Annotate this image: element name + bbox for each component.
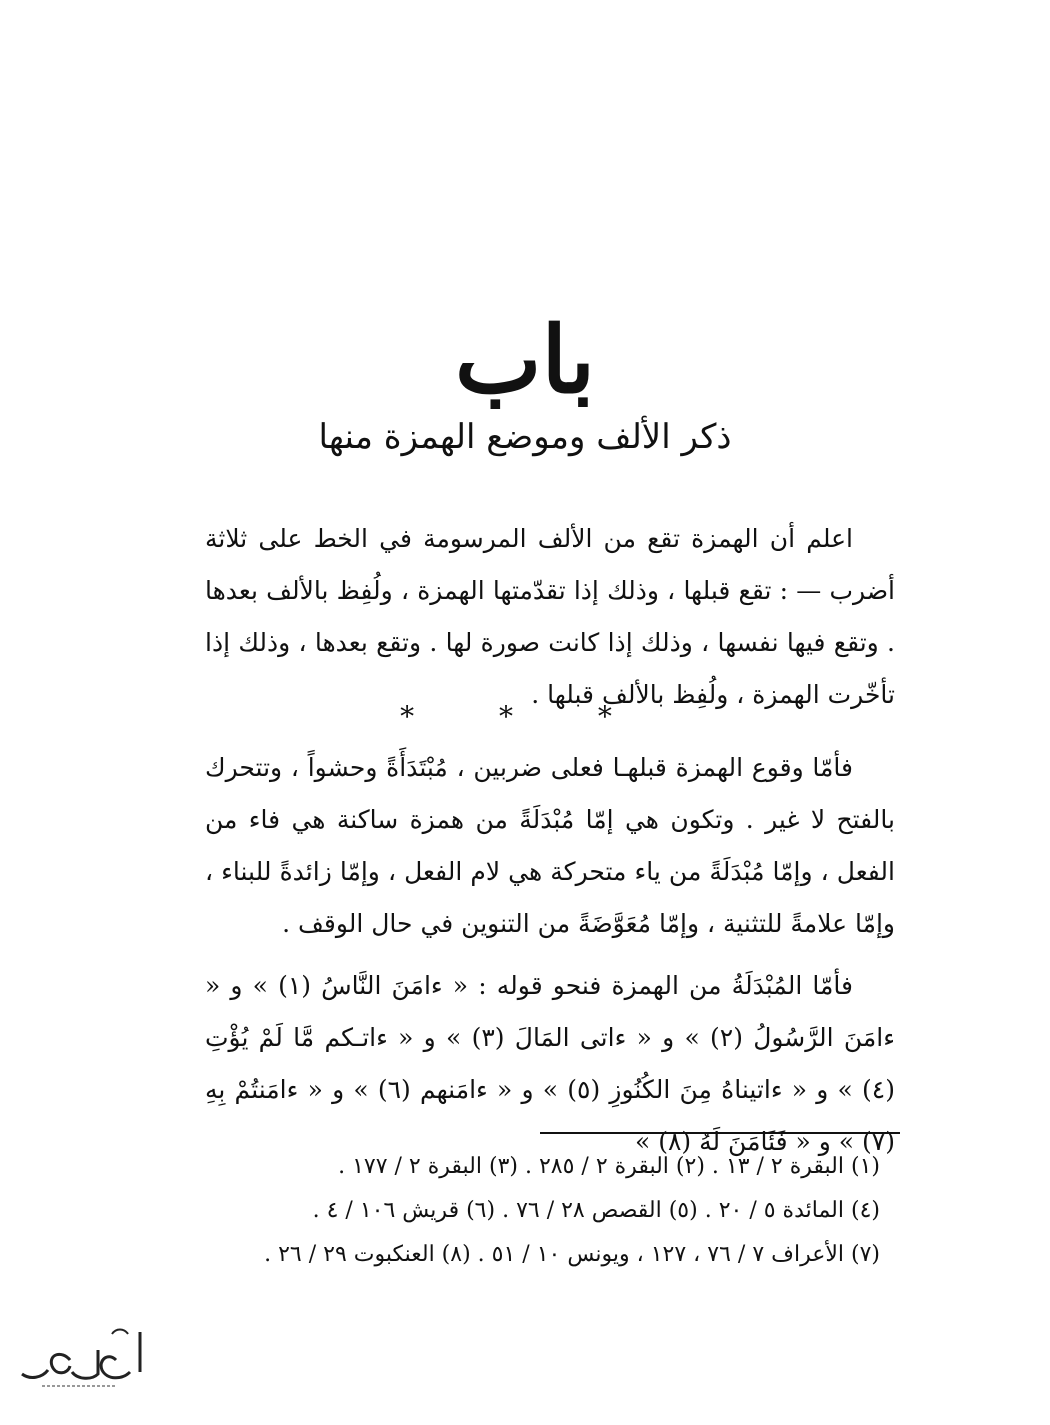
footnote-line-2: (٤) المائدة ٥ / ٢٠ . (٥) القصص ٢٨ / ٧٦ . (٦) قريش ١٠٦ / ٤ . [312,1198,880,1223]
section-separator: * * * [400,700,650,733]
chapter-subtitle: ذكر الألف وموضع الهمزة منها [318,417,732,457]
calligraphy-stamp-logo [12,1320,152,1400]
chapter-title: باب [454,306,596,414]
footnotes [230,1145,880,1277]
footnote-line-3: (٧) الأعراف ٧ / ٧٦ ، ١٢٧ ، ويونس ١٠ / ٥١ . (٨) العنكبوت ٢٩ / ٢٦ . [264,1242,880,1267]
body-paragraph-1: اعلم أن الهمزة تقع من الألف المرسومة في الخط على ثلاثة أضرب — : تقع قبلها ، وذلك إذا تقدّمتها الهمزة ، ولُفِظ بالألف بعدها . وتقع فيها نفسها ، وذلك إذا كانت صورة لها . وتقع بعدها ، وذلك إذا تأخّرت الهمزة ، ولُفِظ بالألف قبلها . [205,524,895,709]
footnote-divider [540,1132,900,1134]
footnote-line-1: (١) البقرة ٢ / ١٣ . (٢) البقرة ٢ / ٢٨٥ . (٣) البقرة ٢ / ١٧٧ . [338,1154,880,1179]
body-paragraph-3: فأمّا المُبْدَلَةُ من الهمزة فنحو قوله : « ءامَنَ النَّاسُ (١) » و « ءامَنَ الرَّسُولُ (٢) » و « ءاتى المَالَ (٣) » و « ءاتـكم مَّا لَمْ يُؤْتِ (٤) » و « ءاتيناهُ مِنَ الكُنُوزِ (٥) » و « ءامَنهم (٦) » و « ءامَنتُمْ بِهِ (٧) » و « فَئَامَنَ لَهُ (٨) » [205,971,895,1156]
body-paragraph-2: فأمّا وقوع الهمزة قبلهـا فعلى ضربين ، مُبْتَدَأَةً وحشواً ، وتتحرك بالفتح لا غير . وتكون هي إمّا مُبْدَلَةً من همزة ساكنة هي فاء من الفعل ، وإمّا مُبْدَلَةً من ياء متحركة هي لام الفعل ، وإمّا زائدةً للبناء ، وإمّا علامةً للتثنية ، وإمّا مُعَوَّضَةً من التنوين في حال الوقف . [205,753,895,938]
